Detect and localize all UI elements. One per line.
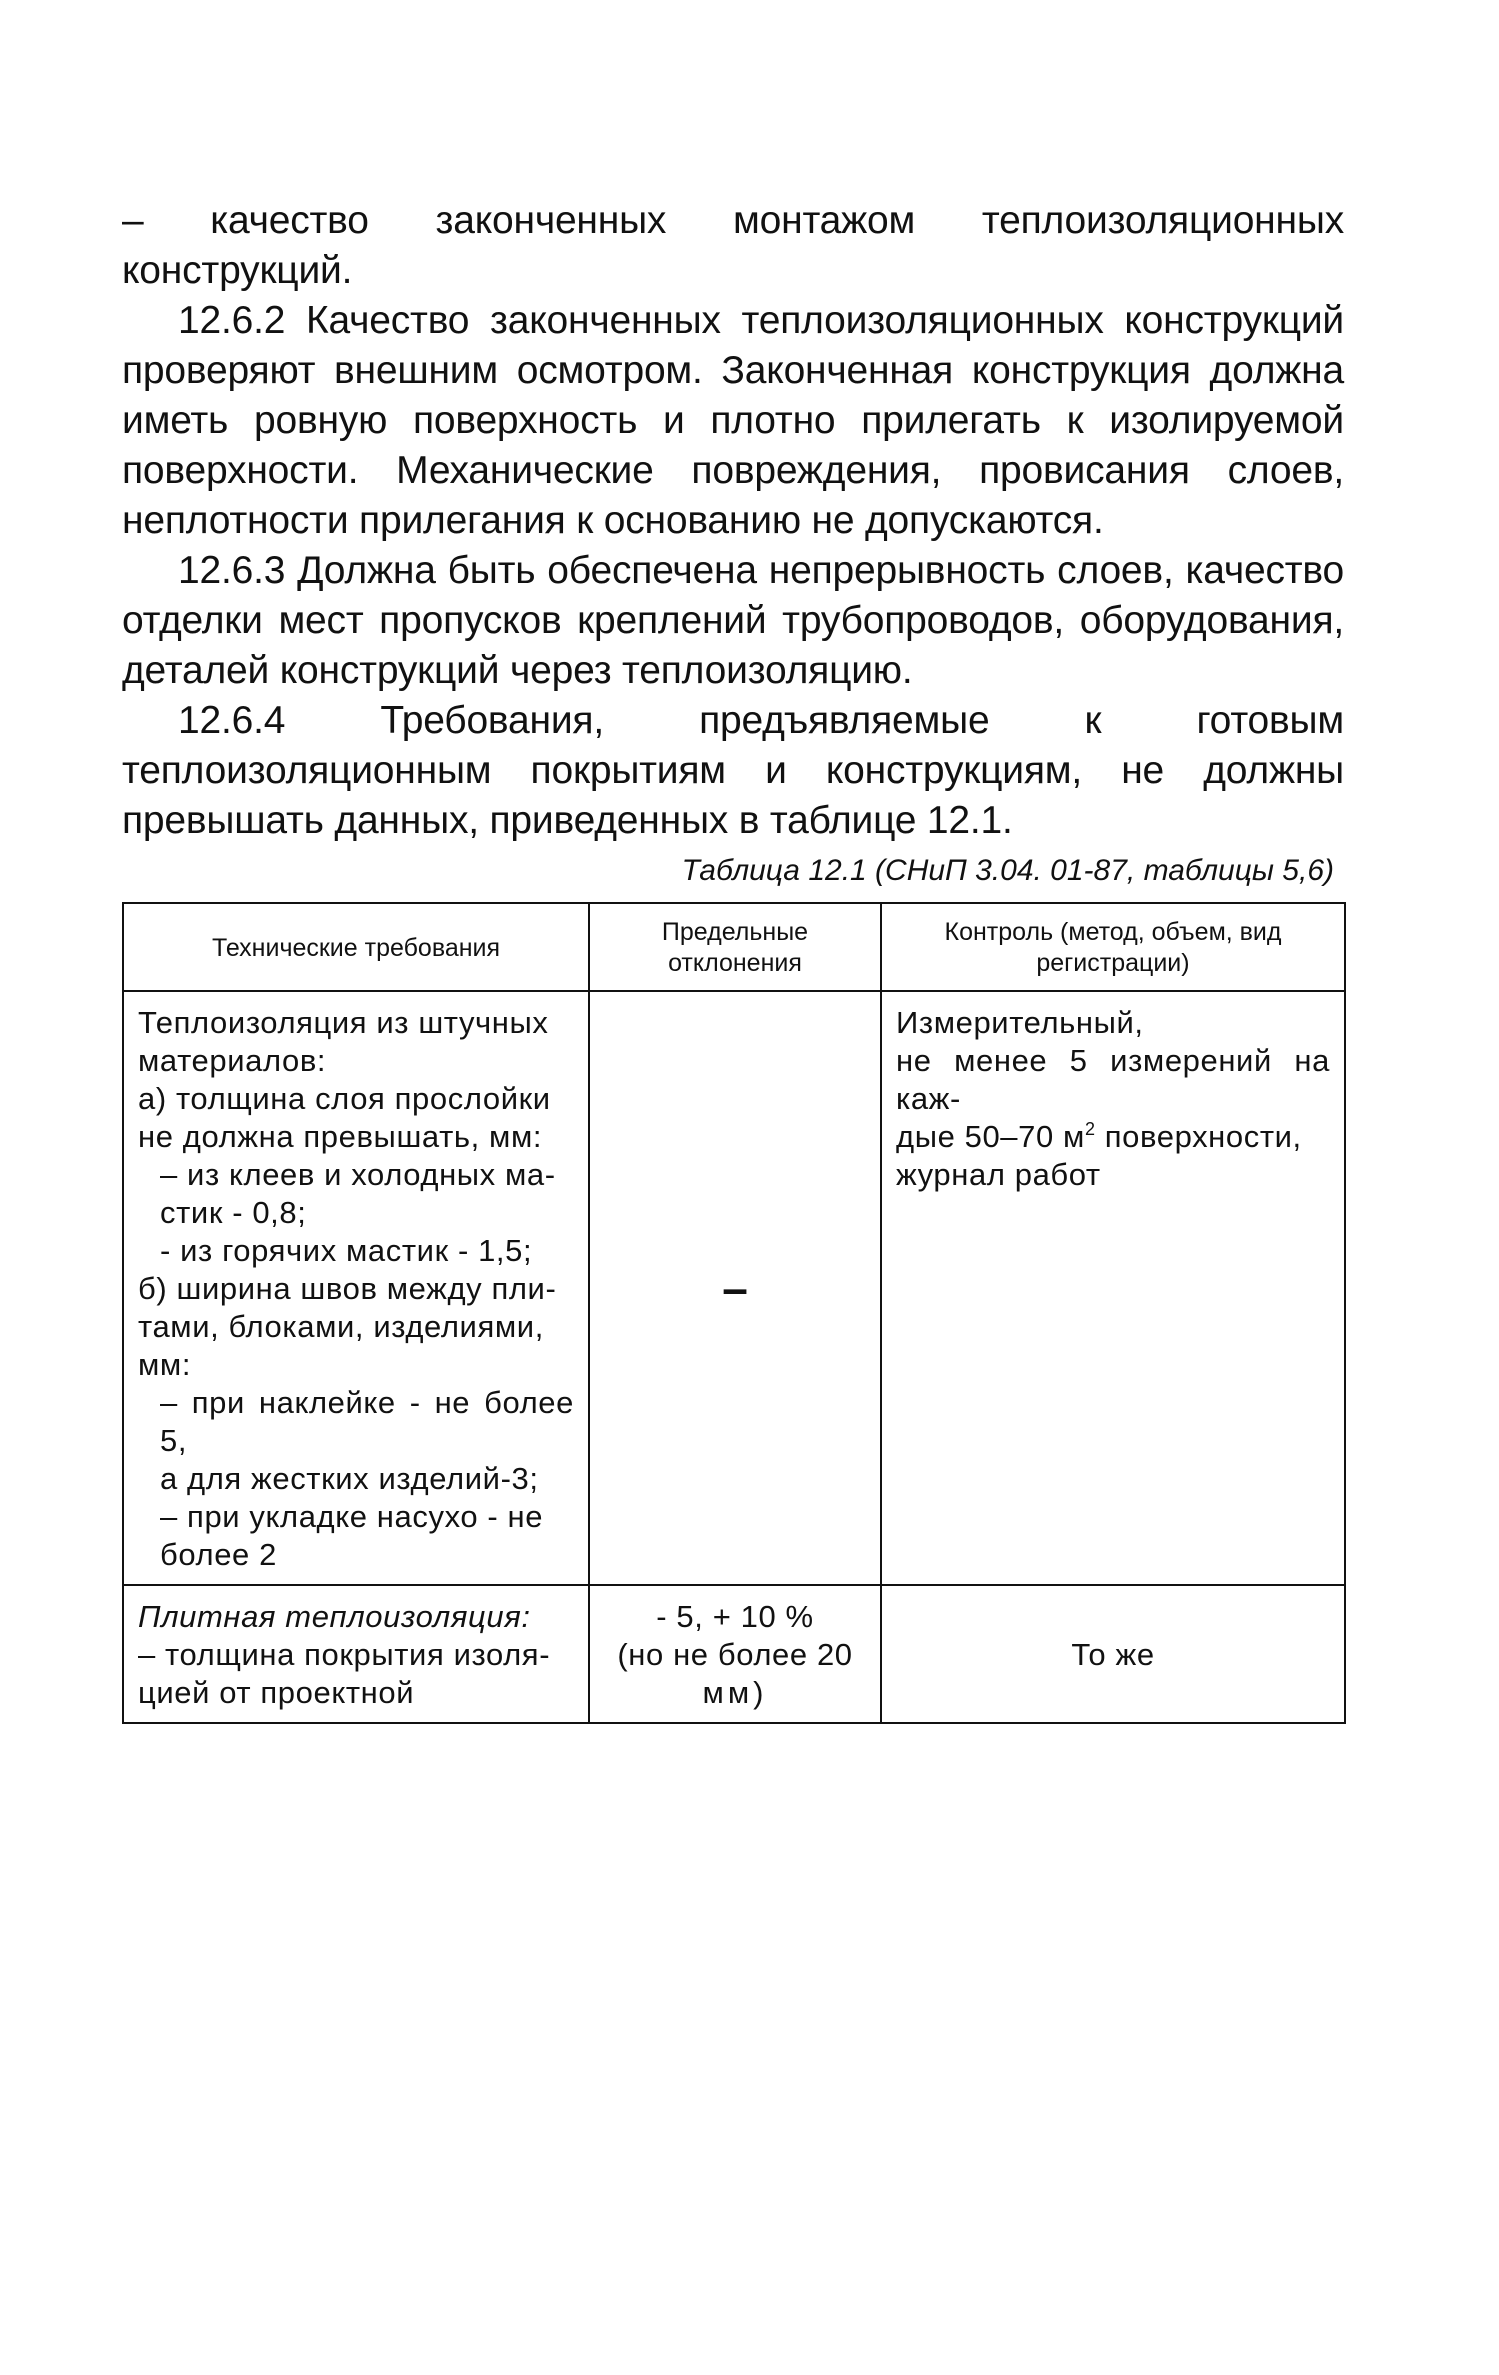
requirement-line: б) ширина швов между пли- — [138, 1271, 557, 1306]
table-row — [123, 1585, 1345, 1723]
header-technical-requirements: Технические требования — [123, 903, 589, 991]
document-page — [122, 196, 1344, 1724]
cell-control-same: То же — [881, 1585, 1345, 1723]
paragraph-quality-item: – качество законченных монтажом теплоизоляционных конструкций. — [122, 199, 1344, 292]
requirement-line: а для жестких изделий-3; — [160, 1461, 539, 1496]
cell-requirements-piece-insulation — [123, 991, 589, 1585]
paragraph-12-6-2: 12.6.2 Качество законченных теплоизоляционных конструкций проверяют внешним осмотром. Законченная конструкция должна иметь ровную поверхность и плотно прилегать к изолируемой поверхности. Механические повреждения, провисания слоев, неплотности прилегания к основанию не допускаются. — [122, 299, 1344, 542]
requirement-line: Теплоизоляция из штучных — [138, 1005, 549, 1040]
requirement-line: – толщина покрытия изоля- — [138, 1637, 551, 1672]
requirement-line: материалов: — [138, 1043, 327, 1078]
header-limit-deviations: Предельные отклонения — [589, 903, 881, 991]
requirement-title: Плитная теплоизоляция: — [138, 1599, 531, 1634]
deviation-line: (но не более 20 — [617, 1637, 853, 1672]
superscript-2: 2 — [1084, 1119, 1096, 1139]
table-row — [123, 991, 1345, 1585]
paragraph-12-6-3: 12.6.3 Должна быть обеспечена непрерывность слоев, качество отделки мест пропусков креплений трубопроводов, оборудования, деталей конструкций через теплоизоляцию. — [122, 549, 1344, 692]
requirement-line: – из клеев и холодных ма- — [160, 1157, 556, 1192]
requirement-line: стик - 0,8; — [160, 1195, 307, 1230]
cell-deviation-slab — [589, 1585, 881, 1723]
control-area-suffix: поверхности, — [1095, 1119, 1302, 1154]
requirement-line: мм: — [138, 1347, 192, 1382]
requirement-line: а) толщина слоя прослойки — [138, 1081, 551, 1116]
requirements-table — [122, 902, 1346, 1724]
requirement-line: - из горячих мастик - 1,5; — [160, 1233, 533, 1268]
requirement-line: тами, блоками, изделиями, — [138, 1309, 544, 1344]
cell-control-measurement — [881, 991, 1345, 1585]
control-line: Измерительный, — [896, 1005, 1144, 1040]
deviation-line: - 5, + 10 % — [656, 1599, 814, 1634]
paragraph-12-6-4: 12.6.4 Требования, предъявляемые к готовым теплоизоляционным покрытиям и конструкциям, не должны превышать данных, приведенных в таблице 12.1. — [122, 699, 1344, 842]
control-area-text: дые 50–70 м — [896, 1119, 1085, 1154]
requirement-line: более 2 — [160, 1537, 277, 1572]
cell-deviation-dash: – — [589, 991, 881, 1585]
requirement-line: – при наклейке - не более 5, — [160, 1385, 574, 1458]
table-header-row — [123, 903, 1345, 991]
cell-requirements-slab-insulation — [123, 1585, 589, 1723]
control-line: не менее 5 измерений на каж- — [896, 1043, 1330, 1116]
control-line-area — [896, 1118, 1330, 1156]
requirement-line: не должна превышать, мм: — [138, 1119, 543, 1154]
deviation-line: мм) — [702, 1675, 768, 1710]
requirement-line: цией от проектной — [138, 1675, 415, 1710]
control-line: журнал работ — [896, 1157, 1101, 1192]
table-caption: Таблица 12.1 (СНиП 3.04. 01-87, таблицы 5,6) — [681, 854, 1334, 887]
requirement-line: – при укладке насухо - не — [160, 1499, 544, 1534]
header-control: Контроль (метод, объем, вид регистрации) — [881, 903, 1345, 991]
